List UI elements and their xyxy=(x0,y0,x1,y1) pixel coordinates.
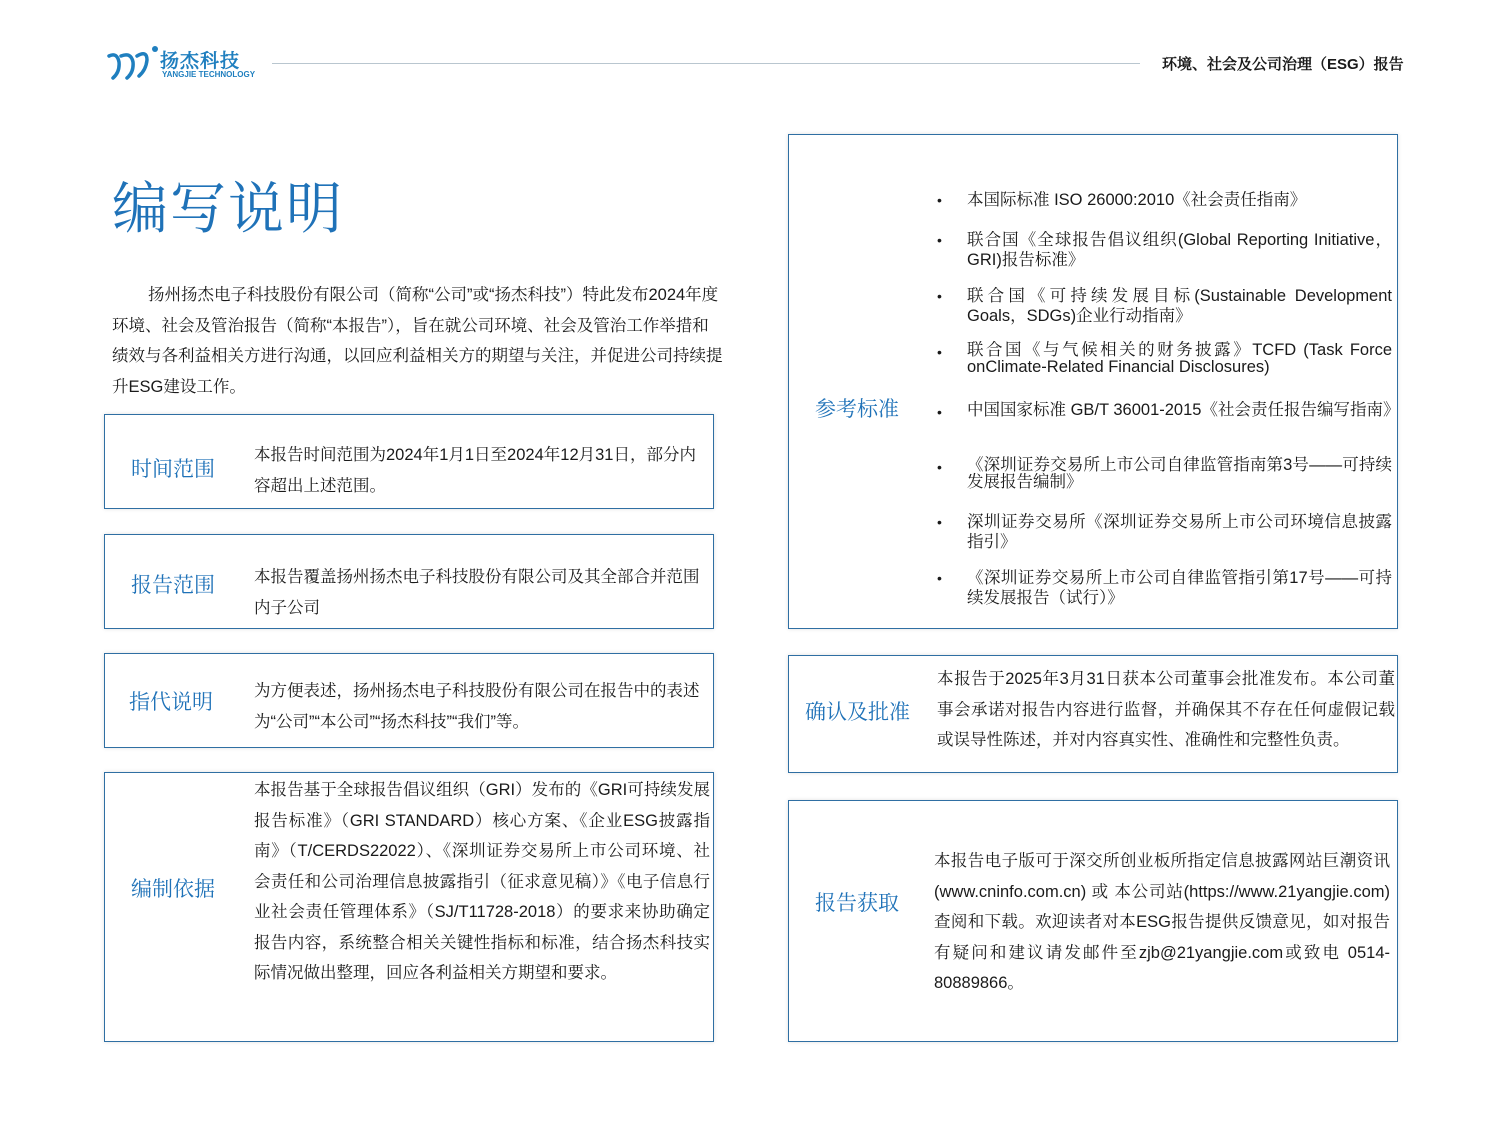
time-range-box xyxy=(104,414,714,509)
list-item: • 《深圳证券交易所上市公司自律监管指南第3号——可持续发展报告编制》 xyxy=(937,456,1392,491)
list-item: • 深圳证券交易所《深圳证券交易所上市公司环境信息披露指引》 xyxy=(937,513,1392,551)
report-title: 环境、社会及公司治理（ESG）报告 xyxy=(1162,56,1404,73)
report-scope-label: 报告范围 xyxy=(131,574,215,597)
access-text: 本报告电子版可于深交所创业板所指定信息披露网站巨潮资讯 (www.cninfo.com.cn) 或 本公司站(https://www.21yangjie.com)查阅和下载。欢迎读者对本ESG报告提供反馈意见，如对报告有疑问和建议请发邮件至zjb@21yangjie.com或致电 0514-80889866。 xyxy=(934,852,1390,992)
list-item: • 《深圳证券交易所上市公司自律监管指引第17号——可持续发展报告（试行）》 xyxy=(937,569,1392,607)
time-range-label: 时间范围 xyxy=(131,458,215,481)
time-range-text: 本报告时间范围为2024年1月1日至2024年12月31日，部分内容超出上述范围。 xyxy=(254,446,696,495)
basis-text: 本报告基于全球报告倡议组织（GRI）发布的《GRI可持续发展报告标准》（GRI STANDARD）核心方案、《企业ESG披露指南》（T/CERDS22022）、《深圳证券交易所上市公司环境、社会责任和公司治理信息披露指引（征求意见稿）》《电子信息行业社会责任管理体系》（SJ/T11728-2018）的要求来协助确定报告内容，系统整合相关关键性指标和标准，结合扬杰科技实际情况做出整理，回应各利益相关方期望和要求。 xyxy=(254,781,710,982)
list-item: • 本国际标准 ISO 26000:2010《社会责任指南》 xyxy=(937,191,1307,209)
basis-label: 编制依据 xyxy=(131,878,215,901)
header-divider xyxy=(272,63,1140,64)
reference-note-box xyxy=(104,653,714,748)
report-scope-box xyxy=(104,534,714,629)
logo-name-en: YANGJIE TECHNOLOGY xyxy=(162,70,256,79)
list-item: • 联合国《全球报告倡议组织(Global Reporting Initiative，GRI)报告标准》 xyxy=(937,231,1392,269)
approval-box xyxy=(788,655,1398,773)
approval-text: 本报告于2025年3月31日获本公司董事会批准发布。本公司董事会承诺对报告内容进行监督，并确保其不存在任何虚假记载或误导性陈述，并对内容真实性、准确性和完整性负责。 xyxy=(937,670,1395,749)
reference-note-label: 指代说明 xyxy=(129,691,213,714)
basis-box xyxy=(104,772,714,1042)
list-item: • 联合国《与气候相关的财务披露》TCFD (Task Force onClimate-Related Financial Disclosures) xyxy=(937,341,1392,376)
access-box xyxy=(788,800,1398,1042)
standards-label: 参考标准 xyxy=(815,398,899,421)
report-scope-text: 本报告覆盖扬州扬杰电子科技股份有限公司及其全部合并范围内子公司 xyxy=(254,568,700,617)
page-title: 编写说明 xyxy=(112,177,344,240)
intro-paragraph: 扬州扬杰电子科技股份有限公司（简称“公司”或“扬杰科技”）特此发布2024年度环境、社会及管治报告（简称“本报告”），旨在就公司环境、社会及管治工作举措和绩效与各利益相关方进行沟通，以回应利益相关方的期望与关注，并促进公司持续提升ESG建设工作。 xyxy=(112,286,723,396)
list-item: • 联合国《可持续发展目标(Sustainable Development Goals，SDGs)企业行动指南》 xyxy=(937,287,1392,325)
list-item: • 中国国家标准 GB/T 36001-2015《社会责任报告编写指南》 xyxy=(937,401,1400,420)
logo-name-cn: 扬杰科技 xyxy=(160,51,241,72)
approval-label: 确认及批准 xyxy=(805,701,910,724)
access-label: 报告获取 xyxy=(815,892,899,915)
reference-note-text: 为方便表述，扬州扬杰电子科技股份有限公司在报告中的表述为“公司”“本公司”“扬杰科技”“我们”等。 xyxy=(254,682,700,731)
